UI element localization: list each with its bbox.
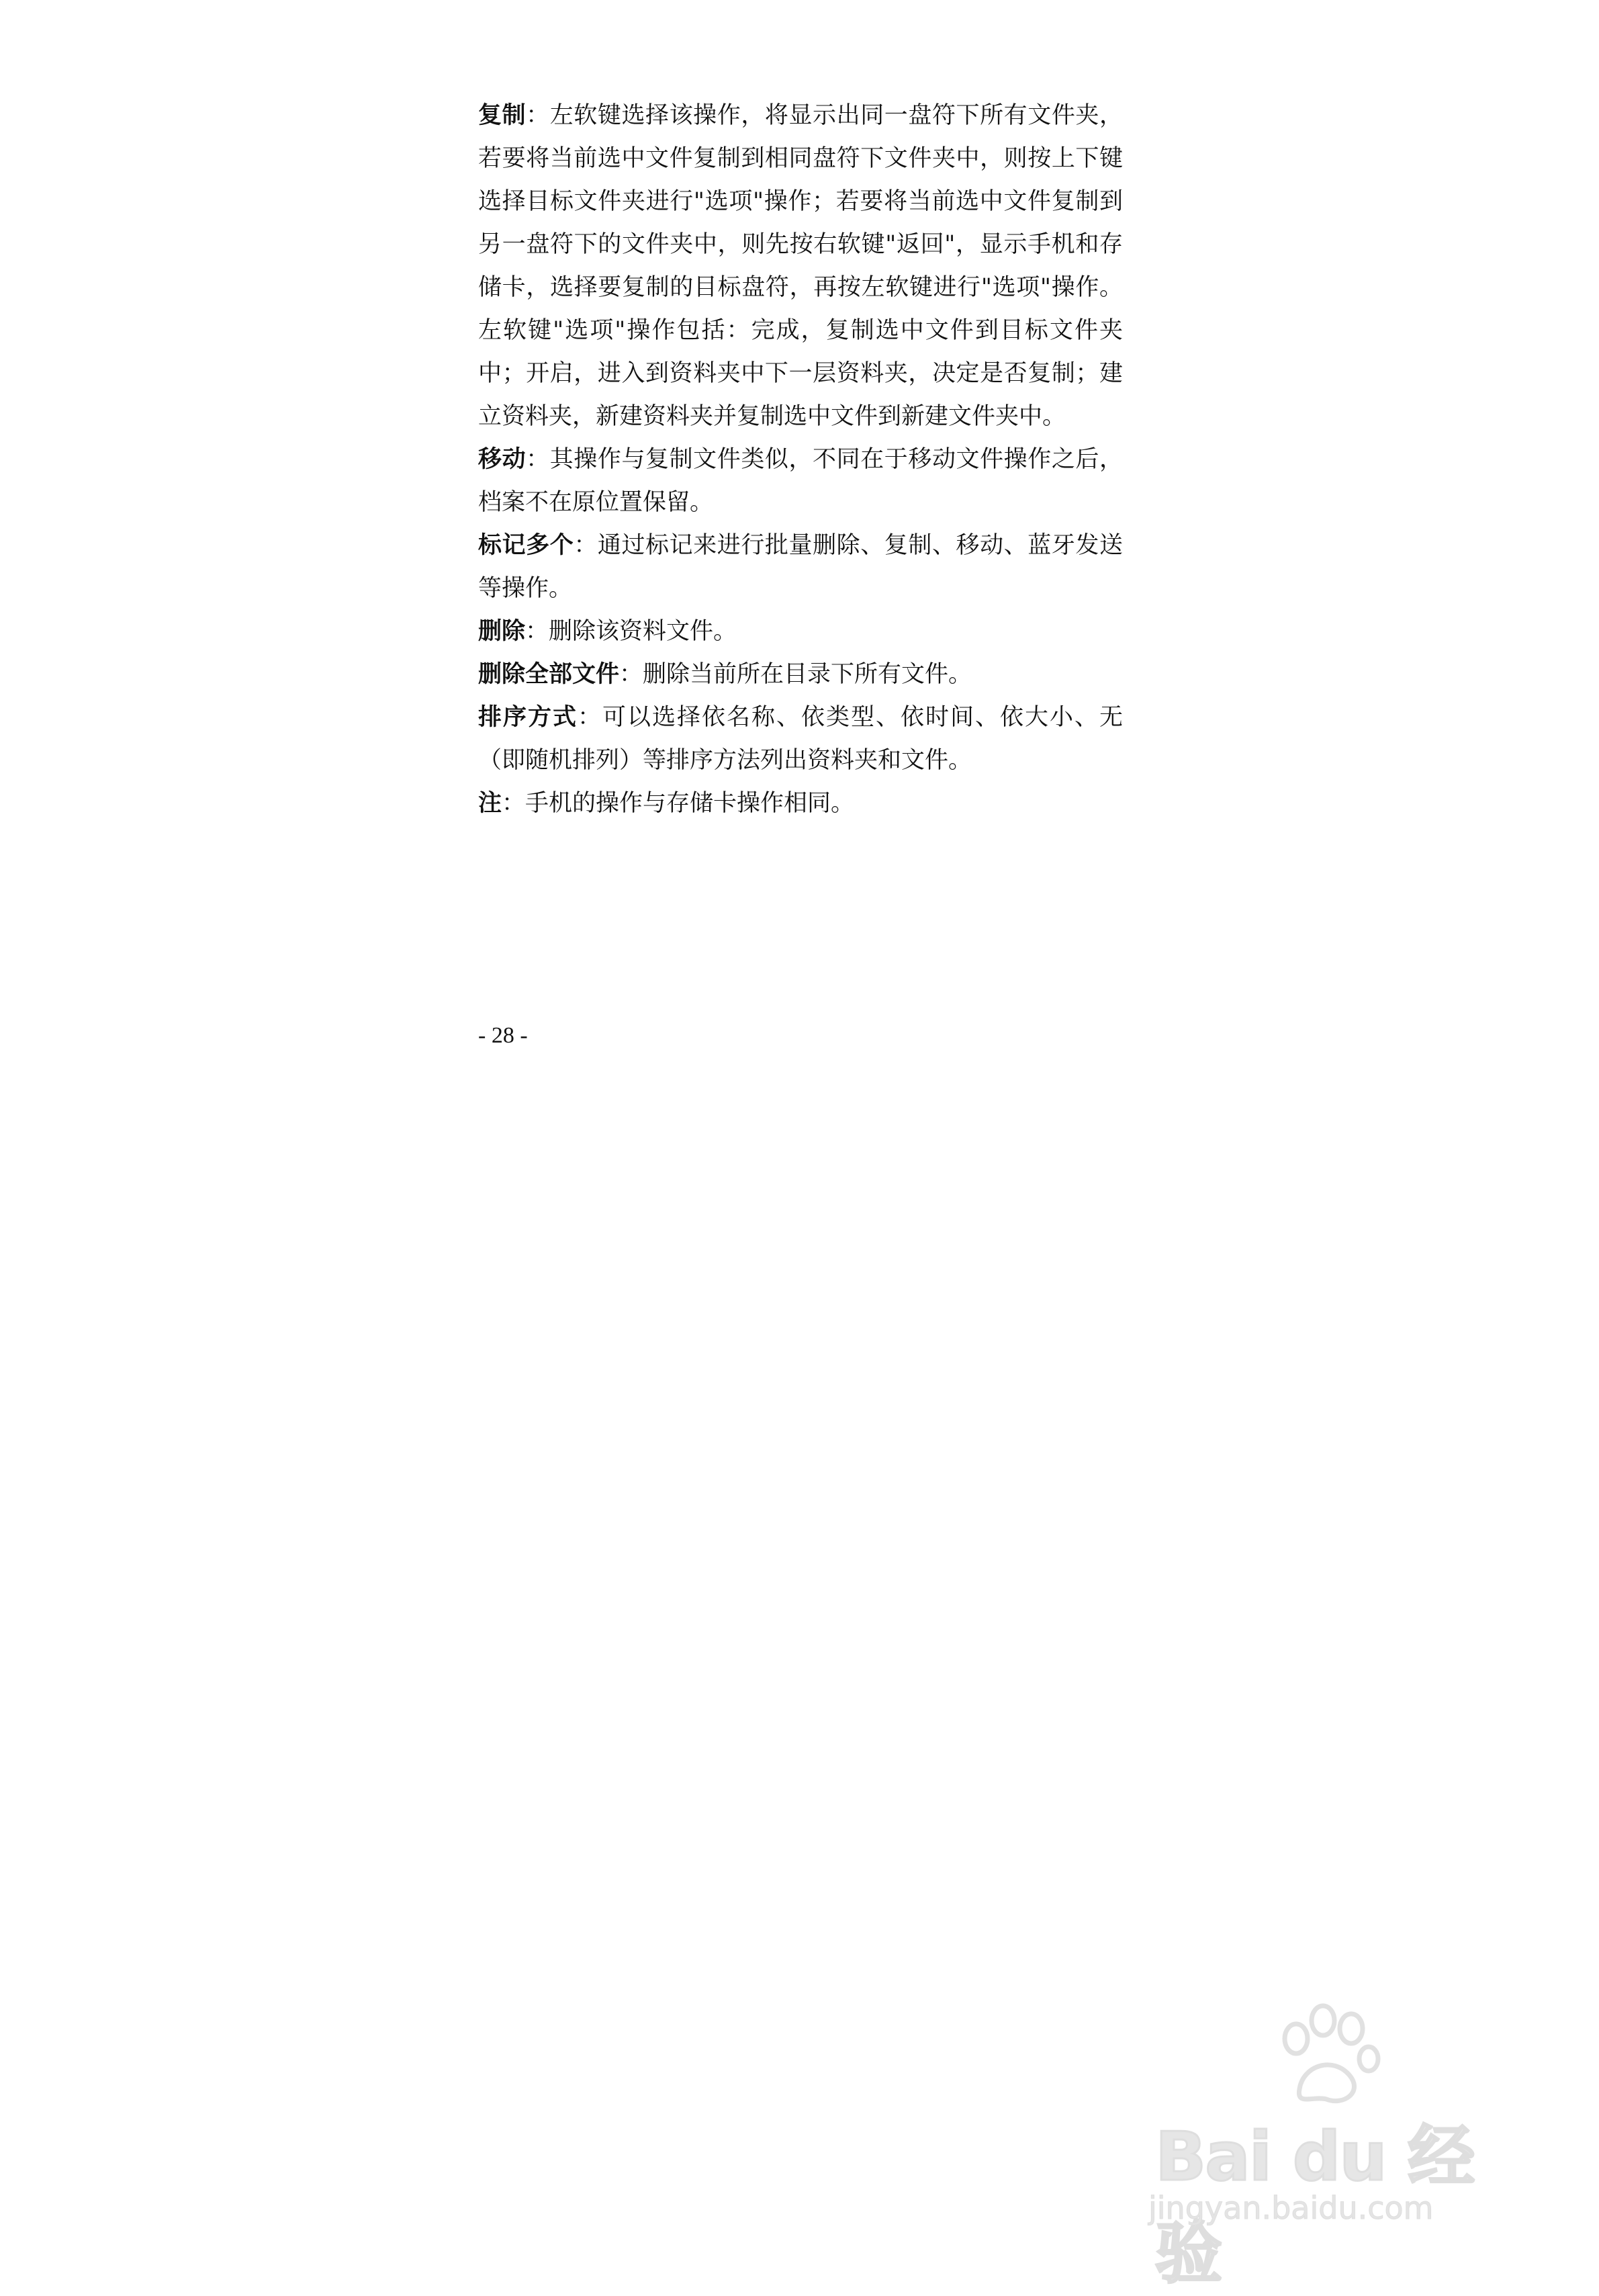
term-separator: ： <box>525 618 549 645</box>
document-body <box>478 94 1123 825</box>
term-sort: 排序方式 <box>478 703 578 731</box>
term-separator: ： <box>574 532 598 559</box>
term-copy: 复制 <box>478 101 527 129</box>
term-move: 移动 <box>478 445 527 473</box>
term-separator: ： <box>619 661 643 688</box>
term-separator: ： <box>578 704 602 731</box>
paw-icon <box>1269 2002 1383 2109</box>
paragraph-text: 通过标记来进行批量删除、复制、移动、蓝牙发送等操作。 <box>478 532 1123 602</box>
term-mark-multiple: 标记多个 <box>478 531 574 559</box>
term-separator: ： <box>526 446 550 473</box>
term-delete: 删除 <box>478 617 526 645</box>
paragraph-text: 其操作与复制文件类似，不同在于移动文件操作之后，档案不在原位置保留。 <box>478 446 1123 516</box>
paragraph-note <box>478 782 1123 825</box>
watermark-url: jingyan.baidu.com <box>1148 2190 1434 2226</box>
paragraph-text: 删除该资料文件。 <box>549 618 737 645</box>
paragraph-move <box>478 438 1123 524</box>
paragraph-delete-all <box>478 653 1123 696</box>
watermark-logo-text: Bai du 经验 <box>1155 2117 1474 2293</box>
baidu-jingyan-watermark <box>1135 2002 1511 2293</box>
paragraph-text: 删除当前所在目录下所有文件。 <box>643 661 972 688</box>
term-separator: ： <box>526 102 550 129</box>
paragraph-sort <box>478 696 1123 782</box>
paragraph-copy <box>478 94 1123 438</box>
term-separator: ： <box>502 790 526 817</box>
paragraph-delete <box>478 610 1123 653</box>
page-number: - 28 - <box>478 1023 528 1048</box>
paragraph-mark-multiple <box>478 524 1123 610</box>
paragraph-text: 左软键选择该操作，将显示出同一盘符下所有文件夹，若要将当前选中文件复制到相同盘符下文件夹中，则按上下键选择目标文件夹进行"选项"操作；若要将当前选中文件复制到另一盘符下的文件夹中，则先按右软键"返回"，显示手机和存储卡，选择要复制的目标盘符，再按左软键进行"选项"操作。左软键"选项"操作包括：完成，复制选中文件到目标文件夹中；开启，进入到资料夹中下一层资料夹，决定是否复制；建立资料夹，新建资料夹并复制选中文件到新建文件夹中。 <box>478 102 1123 430</box>
paragraph-text: 手机的操作与存储卡操作相同。 <box>525 790 855 817</box>
term-delete-all: 删除全部文件 <box>478 660 620 688</box>
term-note: 注 <box>478 789 502 817</box>
paragraph-text: 可以选择依名称、依类型、依时间、依大小、无（即随机排列）等排序方法列出资料夹和文件。 <box>478 704 1123 774</box>
